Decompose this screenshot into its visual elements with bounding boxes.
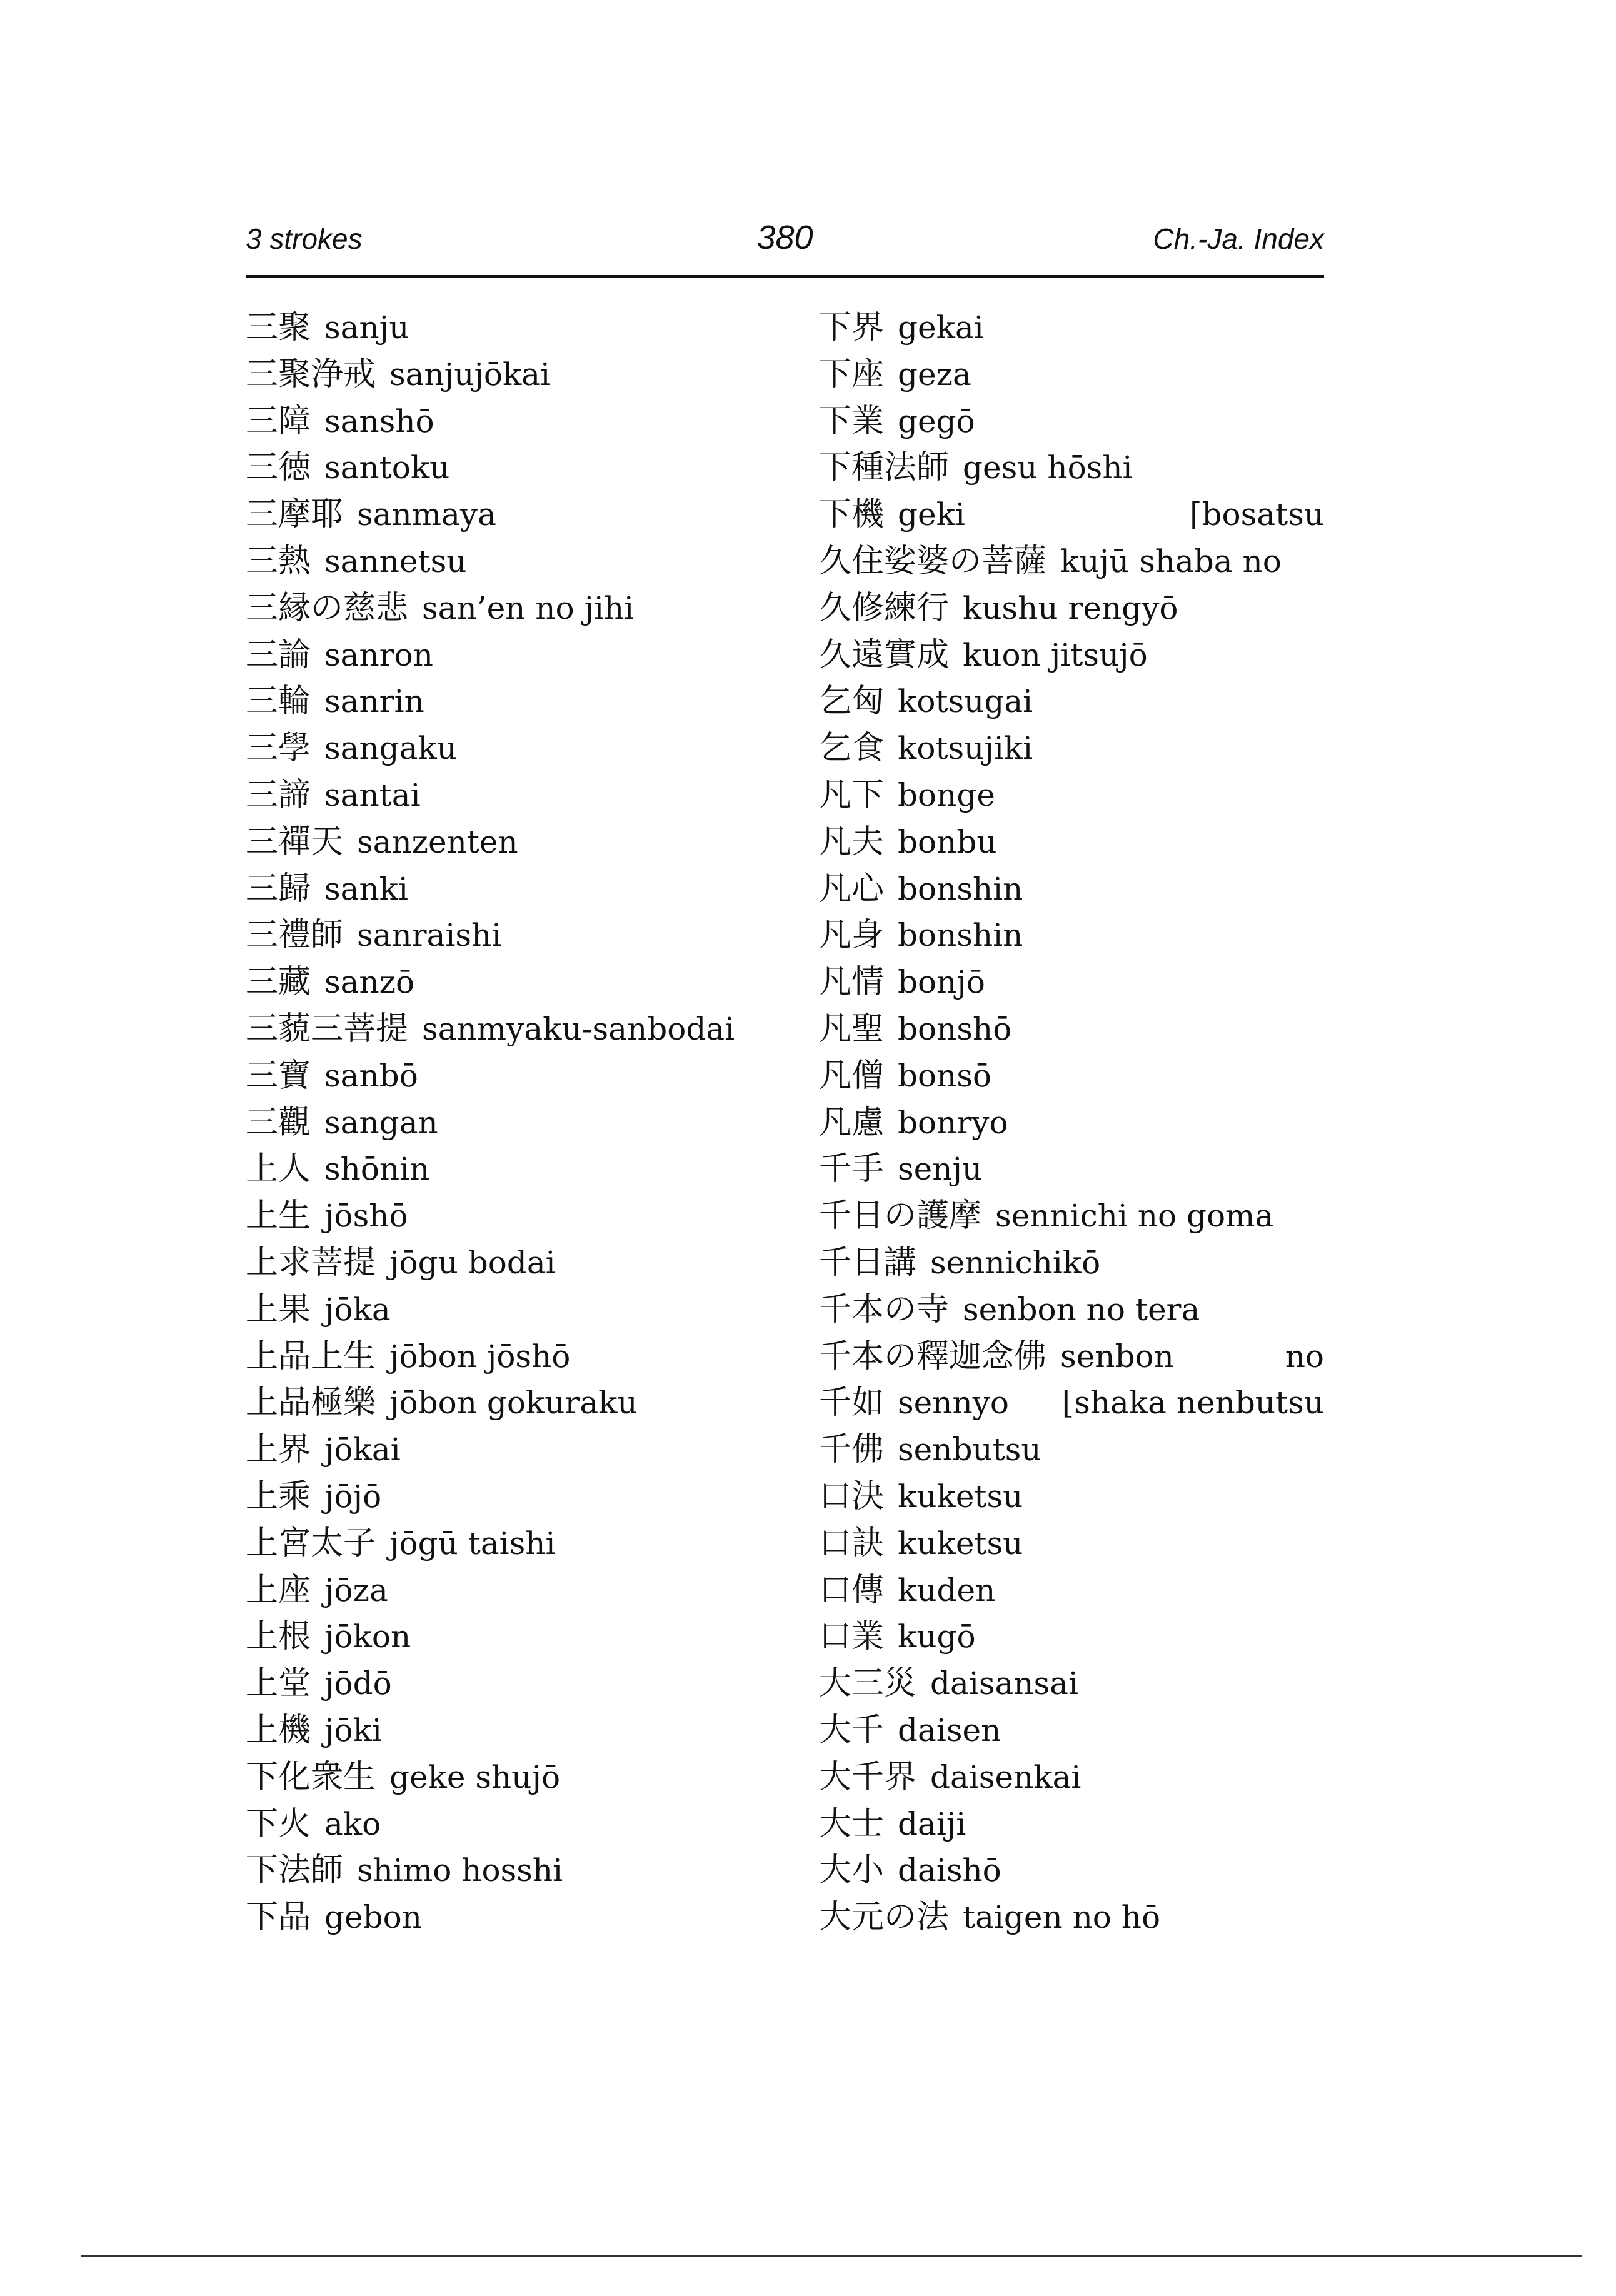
index-entry xyxy=(246,1613,808,1660)
entry-reading: sanju xyxy=(324,309,409,346)
index-entry xyxy=(246,1567,808,1614)
entry-reading: jōshō xyxy=(324,1198,408,1235)
index-entry xyxy=(246,1660,808,1707)
entry-reading: shōnin xyxy=(324,1151,430,1188)
entry-reading: bonge xyxy=(898,776,995,813)
index-entry xyxy=(819,959,1324,1006)
entry-kanji: 三藐三菩提 xyxy=(246,1010,409,1048)
page-header xyxy=(246,219,1324,278)
index-entry xyxy=(246,351,808,398)
index-entry xyxy=(819,772,1324,819)
entry-reading: jōki xyxy=(324,1712,382,1748)
entry-kanji: 凡夫 xyxy=(819,823,885,861)
entry-reading: kuketsu xyxy=(898,1525,1023,1562)
header-rule xyxy=(246,275,1324,278)
entry-kanji: 上宮太子 xyxy=(246,1524,376,1562)
entry-kanji: 三歸 xyxy=(246,870,311,908)
entry-reading: daiji xyxy=(898,1805,966,1842)
index-entry xyxy=(819,1473,1324,1520)
entry-kanji: 上求菩提 xyxy=(246,1243,376,1281)
index-entry xyxy=(819,1520,1324,1567)
entry-reading: sanjujōkai xyxy=(389,356,551,393)
entry-reading: gebon xyxy=(324,1899,422,1936)
index-entry xyxy=(819,1100,1324,1146)
entry-reading: kuketsu xyxy=(898,1478,1023,1515)
entry-continuation: ⌈bosatsu xyxy=(1189,496,1324,533)
entry-reading: ako xyxy=(324,1805,381,1842)
entry-kanji: 千本の釋迦念佛 xyxy=(819,1337,1047,1375)
index-entry xyxy=(246,1100,808,1146)
entry-reading: senbon no tera xyxy=(963,1291,1200,1328)
index-entry xyxy=(819,398,1324,445)
index-entry xyxy=(819,444,1324,491)
index-entry xyxy=(819,491,1324,538)
entry-reading: kotsugai xyxy=(898,683,1033,720)
entry-kanji: 下業 xyxy=(819,402,885,440)
entry-kanji: 三輪 xyxy=(246,683,311,721)
entry-kanji: 上品極樂 xyxy=(246,1384,376,1422)
index-entry xyxy=(819,1053,1324,1100)
entry-kanji: 口決 xyxy=(819,1477,885,1515)
entry-kanji: 上乘 xyxy=(246,1477,311,1515)
index-entry xyxy=(246,1520,808,1567)
entry-reading: sennichi no goma xyxy=(995,1198,1274,1235)
index-entry xyxy=(819,1754,1324,1801)
entry-reading: senbutsu xyxy=(898,1431,1041,1468)
index-entry xyxy=(246,491,808,538)
entry-reading: gekai xyxy=(898,309,984,346)
entry-kanji: 千佛 xyxy=(819,1431,885,1469)
entry-reading: daisansai xyxy=(930,1665,1078,1702)
index-entry xyxy=(819,1801,1324,1848)
entry-kanji: 上品上生 xyxy=(246,1337,376,1375)
entry-kanji: 三觀 xyxy=(246,1103,311,1141)
index-title: Ch.-Ja. Index xyxy=(1153,223,1324,255)
entry-reading: kuon jitsujō xyxy=(963,636,1148,673)
entry-kanji: 千如 xyxy=(819,1384,885,1422)
index-entry xyxy=(246,1240,808,1286)
entry-reading: daishō xyxy=(898,1852,1001,1889)
entry-kanji: 凡僧 xyxy=(819,1056,885,1095)
entry-kanji: 千日講 xyxy=(819,1243,917,1281)
index-entry xyxy=(819,1193,1324,1240)
index-entry xyxy=(819,585,1324,632)
entry-kanji: 上機 xyxy=(246,1711,311,1749)
entry-reading: sangaku xyxy=(324,730,458,767)
entry-kanji: 三禮師 xyxy=(246,916,344,955)
index-entry xyxy=(246,1146,808,1193)
entry-reading: sanzō xyxy=(324,964,415,1001)
entry-reading: sanrin xyxy=(324,683,424,720)
index-entry xyxy=(246,1426,808,1473)
entry-kanji: 下機 xyxy=(819,496,885,534)
index-entry xyxy=(246,1801,808,1848)
entry-reading: gesu hōshi xyxy=(963,449,1133,486)
entry-reading: sangan xyxy=(324,1104,438,1141)
index-entry xyxy=(246,912,808,959)
index-entry xyxy=(819,1567,1324,1614)
entry-reading: sennichikō xyxy=(930,1244,1101,1281)
index-entry xyxy=(819,1240,1324,1286)
entry-kanji: 下火 xyxy=(246,1805,311,1843)
index-entry xyxy=(246,1053,808,1100)
index-entry xyxy=(246,866,808,913)
entry-kanji: 三聚 xyxy=(246,309,311,346)
entry-kanji: 乞匈 xyxy=(819,683,885,721)
entry-kanji: 三縁の慈悲 xyxy=(246,589,409,627)
entry-kanji: 下界 xyxy=(819,309,885,346)
entry-reading: bonjō xyxy=(898,964,985,1001)
entry-kanji: 大千界 xyxy=(819,1758,917,1796)
index-entry xyxy=(246,444,808,491)
entry-kanji: 三禪天 xyxy=(246,823,344,861)
entry-kanji: 三聚浄戒 xyxy=(246,355,376,393)
entry-reading: kujū shaba no xyxy=(1060,543,1282,579)
index-entry xyxy=(819,1146,1324,1193)
entry-reading: jōkai xyxy=(324,1431,401,1468)
index-entry xyxy=(819,351,1324,398)
entry-reading: sanzenten xyxy=(357,823,518,860)
entry-reading: sanshō xyxy=(324,403,434,439)
entry-reading: gegō xyxy=(898,403,975,439)
entry-kanji: 上人 xyxy=(246,1150,311,1188)
entry-kanji: 大士 xyxy=(819,1805,885,1843)
entry-kanji: 三諦 xyxy=(246,776,311,814)
entry-reading: senju xyxy=(898,1151,983,1188)
entry-kanji: 上座 xyxy=(246,1571,311,1609)
index-entry xyxy=(819,304,1324,351)
entry-reading: geke shujō xyxy=(389,1758,561,1795)
entry-kanji: 上堂 xyxy=(246,1665,311,1703)
entry-reading: sanki xyxy=(324,870,408,907)
index-entry xyxy=(819,1894,1324,1941)
entry-kanji: 凡慮 xyxy=(819,1103,885,1141)
entry-kanji: 下座 xyxy=(819,355,885,393)
index-entry xyxy=(246,632,808,679)
index-entry xyxy=(246,959,808,1006)
entry-kanji: 凡心 xyxy=(819,870,885,908)
entry-kanji: 大三災 xyxy=(819,1665,917,1703)
entry-reading: jōkon xyxy=(324,1618,411,1655)
entry-reading: bonsō xyxy=(898,1057,992,1094)
entry-reading: sanbō xyxy=(324,1057,418,1094)
entry-reading: jōdō xyxy=(324,1665,392,1702)
entry-kanji: 凡情 xyxy=(819,963,885,1001)
entry-kanji: 三論 xyxy=(246,636,311,674)
index-entry xyxy=(819,678,1324,725)
entry-reading: senbon xyxy=(1060,1338,1174,1375)
index-entry xyxy=(246,304,808,351)
entry-reading: bonryo xyxy=(898,1104,1008,1141)
entry-reading: bonshin xyxy=(898,917,1023,954)
entry-kanji: 口業 xyxy=(819,1618,885,1656)
entry-reading: jōgū taishi xyxy=(389,1525,556,1562)
entry-kanji: 久遠實成 xyxy=(819,636,950,674)
index-entry xyxy=(819,1613,1324,1660)
entry-reading: geki xyxy=(898,496,965,533)
entry-kanji: 上界 xyxy=(246,1431,311,1469)
entry-kanji: 久住娑婆の菩薩 xyxy=(819,542,1047,580)
entry-kanji: 乞食 xyxy=(819,729,885,768)
entry-kanji: 大小 xyxy=(819,1852,885,1890)
index-entry xyxy=(819,866,1324,913)
entry-kanji: 三障 xyxy=(246,402,311,440)
index-entry xyxy=(246,1847,808,1894)
index-entry xyxy=(246,772,808,819)
index-entry xyxy=(819,538,1324,585)
index-entry xyxy=(819,819,1324,866)
entry-reading: daisenkai xyxy=(930,1758,1082,1795)
entry-kanji: 口傳 xyxy=(819,1571,885,1609)
index-entry xyxy=(819,1006,1324,1053)
entry-reading: bonshō xyxy=(898,1010,1012,1047)
entry-reading: daisen xyxy=(898,1712,1001,1748)
entry-reading: jōgu bodai xyxy=(389,1244,556,1281)
entry-reading: kushu rengyō xyxy=(963,589,1178,626)
entry-continuation: ⌊shaka nenbutsu xyxy=(1061,1385,1324,1421)
entry-reading: sanraishi xyxy=(357,917,502,954)
index-entry xyxy=(819,1286,1324,1333)
entry-kanji: 凡身 xyxy=(819,916,885,955)
entry-reading: sanmaya xyxy=(357,496,496,533)
index-entry xyxy=(246,725,808,772)
entry-kanji: 大千 xyxy=(819,1711,885,1749)
entry-reading: sannetsu xyxy=(324,543,467,579)
entry-reading: santai xyxy=(324,776,421,813)
index-entry xyxy=(246,1380,808,1426)
footer-rule xyxy=(81,2255,1582,2257)
entry-reading: jōza xyxy=(324,1572,388,1608)
page-number: 380 xyxy=(756,219,813,256)
entry-reading: jōbon jōshō xyxy=(389,1338,571,1375)
entry-kanji: 口訣 xyxy=(819,1524,885,1562)
index-entry xyxy=(246,1286,808,1333)
entry-reading: santoku xyxy=(324,449,450,486)
entry-kanji: 凡聖 xyxy=(819,1010,885,1048)
entry-reading: sennyo xyxy=(898,1385,1010,1421)
entry-kanji: 凡下 xyxy=(819,776,885,814)
index-entry xyxy=(246,1754,808,1801)
entry-kanji: 三寶 xyxy=(246,1056,311,1095)
entry-reading: san’en no jihi xyxy=(422,589,635,626)
entry-kanji: 千本の寺 xyxy=(819,1290,950,1328)
entry-reading: kuden xyxy=(898,1572,996,1608)
entry-reading: kotsujiki xyxy=(898,730,1033,767)
index-entry xyxy=(819,1333,1324,1380)
index-entry xyxy=(246,398,808,445)
entry-reading: jōka xyxy=(324,1291,391,1328)
index-entry xyxy=(246,678,808,725)
left-column xyxy=(246,304,808,1941)
index-entry xyxy=(819,632,1324,679)
entry-kanji: 下品 xyxy=(246,1898,311,1937)
entry-reading: bonbu xyxy=(898,823,997,860)
index-entry xyxy=(819,1380,1324,1426)
index-entry xyxy=(246,1333,808,1380)
right-column xyxy=(819,304,1324,1941)
entry-kanji: 上果 xyxy=(246,1290,311,1328)
entry-kanji: 下化衆生 xyxy=(246,1758,376,1796)
entry-kanji: 千手 xyxy=(819,1150,885,1188)
entry-reading: geza xyxy=(898,356,971,393)
entry-reading: shimo hosshi xyxy=(357,1852,563,1889)
index-entry xyxy=(819,725,1324,772)
entry-reading: sanmyaku-sanbodai xyxy=(422,1010,735,1047)
entry-reading: sanron xyxy=(324,636,433,673)
index-entry xyxy=(246,1193,808,1240)
entry-reading: jōjō xyxy=(324,1478,382,1515)
entry-kanji: 三徳 xyxy=(246,449,311,487)
entry-kanji: 上生 xyxy=(246,1197,311,1235)
entry-kanji: 三藏 xyxy=(246,963,311,1001)
entry-kanji: 久修練行 xyxy=(819,589,950,627)
index-entry xyxy=(246,819,808,866)
entry-reading: jōbon gokuraku xyxy=(389,1385,638,1421)
entry-reading: bonshin xyxy=(898,870,1023,907)
section-label: 3 strokes xyxy=(246,223,363,255)
entry-reading: kugō xyxy=(898,1618,976,1655)
index-entry xyxy=(246,538,808,585)
index-entry xyxy=(246,1707,808,1754)
index-entry xyxy=(819,912,1324,959)
entry-reading: taigen no hō xyxy=(963,1899,1161,1936)
index-entry xyxy=(246,1894,808,1941)
entry-kanji: 三熱 xyxy=(246,542,311,580)
entry-kanji: 千日の護摩 xyxy=(819,1197,982,1235)
entry-kanji: 三摩耶 xyxy=(246,496,344,534)
index-entry xyxy=(819,1660,1324,1707)
entry-kanji: 上根 xyxy=(246,1618,311,1656)
index-entry xyxy=(246,1006,808,1053)
entry-kanji: 大元の法 xyxy=(819,1898,950,1937)
entry-continuation: no xyxy=(1285,1338,1324,1375)
entry-kanji: 下種法師 xyxy=(819,449,950,487)
index-entry xyxy=(246,585,808,632)
index-entry xyxy=(819,1426,1324,1473)
index-entry xyxy=(246,1473,808,1520)
index-entry xyxy=(819,1847,1324,1894)
index-entry xyxy=(819,1707,1324,1754)
entry-kanji: 下法師 xyxy=(246,1852,344,1890)
entry-kanji: 三學 xyxy=(246,729,311,768)
